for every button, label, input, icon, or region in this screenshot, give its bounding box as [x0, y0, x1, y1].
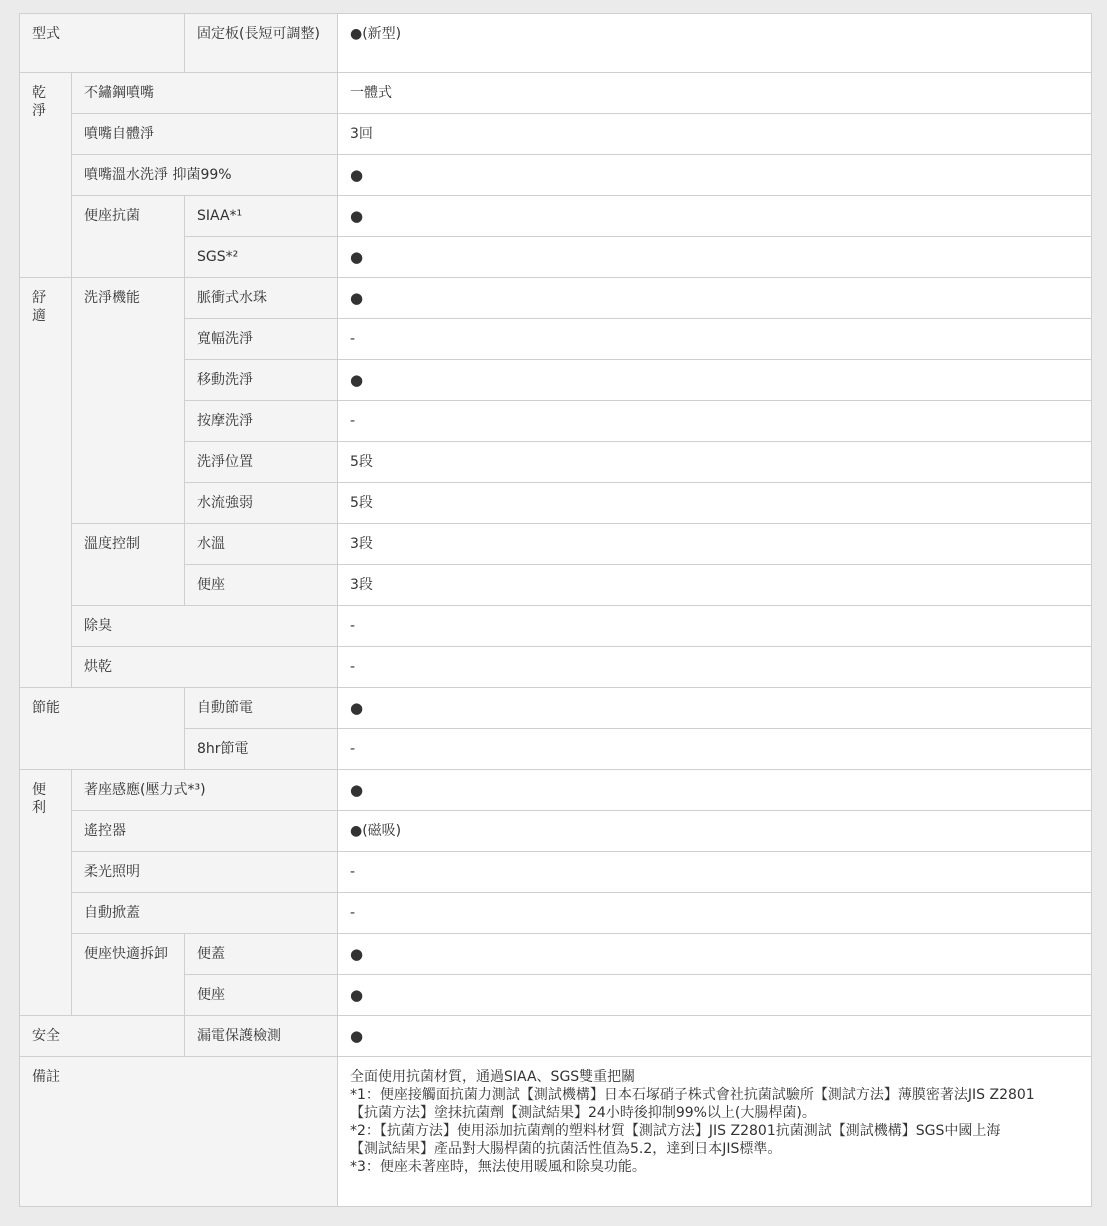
seat-temp-label: 便座 [185, 565, 338, 606]
spec-table-container [19, 13, 1091, 1207]
seat-sensor-label: 著座感應(壓力式*³) [72, 770, 338, 811]
auto-save-value: ● [338, 688, 1092, 729]
wide-wash-label: 寬幅洗淨 [185, 319, 338, 360]
detach-lid-label: 便蓋 [185, 934, 338, 975]
note-line: 全面使用抗菌材質，通過SIAA、SGS雙重把關 [350, 1069, 636, 1085]
massage-wash-label: 按摩洗淨 [185, 401, 338, 442]
detach-lid-value: ● [338, 934, 1092, 975]
siaa-value: ● [338, 196, 1092, 237]
table-row [20, 1057, 1092, 1207]
seat-temp-value: 3段 [338, 565, 1092, 606]
nozzle-self-clean-label: 噴嘴自體淨 [72, 114, 338, 155]
deodorize-label: 除臭 [72, 606, 338, 647]
wash-position-value: 5段 [338, 442, 1092, 483]
soft-light-value: - [338, 852, 1092, 893]
table-row [20, 114, 1092, 155]
table-row [20, 647, 1092, 688]
note-line: *2：【抗菌方法】使用添加抗菌劑的塑料材質【測試方法】JIS Z2801抗菌測試【測試機構】SGS中國上海 [350, 1123, 1001, 1139]
dry-label: 烘乾 [72, 647, 338, 688]
wide-wash-value: - [338, 319, 1092, 360]
type-sub-label: 固定板(長短可調整) [185, 14, 338, 73]
table-row [20, 770, 1092, 811]
leakage-label: 漏電保護檢測 [185, 1016, 338, 1057]
table-row [20, 524, 1092, 565]
auto-save-label: 自動節電 [185, 688, 338, 729]
table-row [20, 73, 1092, 114]
massage-wash-value: - [338, 401, 1092, 442]
moving-wash-label: 移動洗淨 [185, 360, 338, 401]
table-row [20, 688, 1092, 729]
seat-sensor-value: ● [338, 770, 1092, 811]
hr8-save-value: - [338, 729, 1092, 770]
soft-light-label: 柔光照明 [72, 852, 338, 893]
stainless-nozzle-label: 不鏽鋼噴嘴 [72, 73, 338, 114]
temp-control-label: 溫度控制 [72, 524, 185, 606]
nozzle-warm-wash-value: ● [338, 155, 1092, 196]
auto-lid-value: - [338, 893, 1092, 934]
sgs-value: ● [338, 237, 1092, 278]
water-strength-label: 水流強弱 [185, 483, 338, 524]
spec-table [19, 13, 1092, 1207]
quick-detach-label: 便座快適拆卸 [72, 934, 185, 1016]
siaa-label: SIAA*¹ [185, 196, 338, 237]
remote-label: 遙控器 [72, 811, 338, 852]
sgs-label: SGS*² [185, 237, 338, 278]
nozzle-warm-wash-label: 噴嘴溫水洗淨 抑菌99% [72, 155, 338, 196]
table-row [20, 1016, 1092, 1057]
table-row [20, 811, 1092, 852]
pulse-value: ● [338, 278, 1092, 319]
table-row [20, 14, 1092, 73]
water-temp-value: 3段 [338, 524, 1092, 565]
notes-label: 備註 [20, 1057, 338, 1207]
note-line: 【抗菌方法】塗抹抗菌劑【測試結果】24小時後抑制99%以上(大腸桿菌)。 [350, 1105, 816, 1121]
note-line: *1：便座接觸面抗菌力測試【測試機構】日本石塚硝子株式會社抗菌試驗所【測試方法】薄膜密著法JIS Z2801 [350, 1087, 1035, 1103]
auto-lid-label: 自動掀蓋 [72, 893, 338, 934]
detach-seat-value: ● [338, 975, 1092, 1016]
convenience-label: 便利 [20, 770, 72, 1016]
remote-value: ●(磁吸) [338, 811, 1092, 852]
dry-value: - [338, 647, 1092, 688]
wash-function-label: 洗淨機能 [72, 278, 185, 524]
table-row [20, 606, 1092, 647]
deodorize-value: - [338, 606, 1092, 647]
table-row [20, 893, 1092, 934]
table-row [20, 852, 1092, 893]
detach-seat-label: 便座 [185, 975, 338, 1016]
clean-label: 乾淨 [20, 73, 72, 278]
leakage-value: ● [338, 1016, 1092, 1057]
wash-position-label: 洗淨位置 [185, 442, 338, 483]
type-value: ●(新型) [338, 14, 1092, 73]
pulse-label: 脈衝式水珠 [185, 278, 338, 319]
type-label: 型式 [20, 14, 185, 73]
note-line: 【測試結果】產品對大腸桿菌的抗菌活性值為5.2，達到日本JIS標準。 [350, 1141, 782, 1157]
table-row [20, 934, 1092, 975]
note-line: *3：便座未著座時，無法使用暖風和除臭功能。 [350, 1159, 646, 1175]
table-row [20, 155, 1092, 196]
notes-content [338, 1057, 1092, 1207]
seat-antibacterial-label: 便座抗菌 [72, 196, 185, 278]
stainless-nozzle-value: 一體式 [338, 73, 1092, 114]
water-strength-value: 5段 [338, 483, 1092, 524]
moving-wash-value: ● [338, 360, 1092, 401]
water-temp-label: 水溫 [185, 524, 338, 565]
hr8-save-label: 8hr節電 [185, 729, 338, 770]
nozzle-self-clean-value: 3回 [338, 114, 1092, 155]
safety-label: 安全 [20, 1016, 185, 1057]
energy-label: 節能 [20, 688, 185, 770]
comfort-label: 舒適 [20, 278, 72, 688]
table-row [20, 196, 1092, 237]
table-row [20, 278, 1092, 319]
